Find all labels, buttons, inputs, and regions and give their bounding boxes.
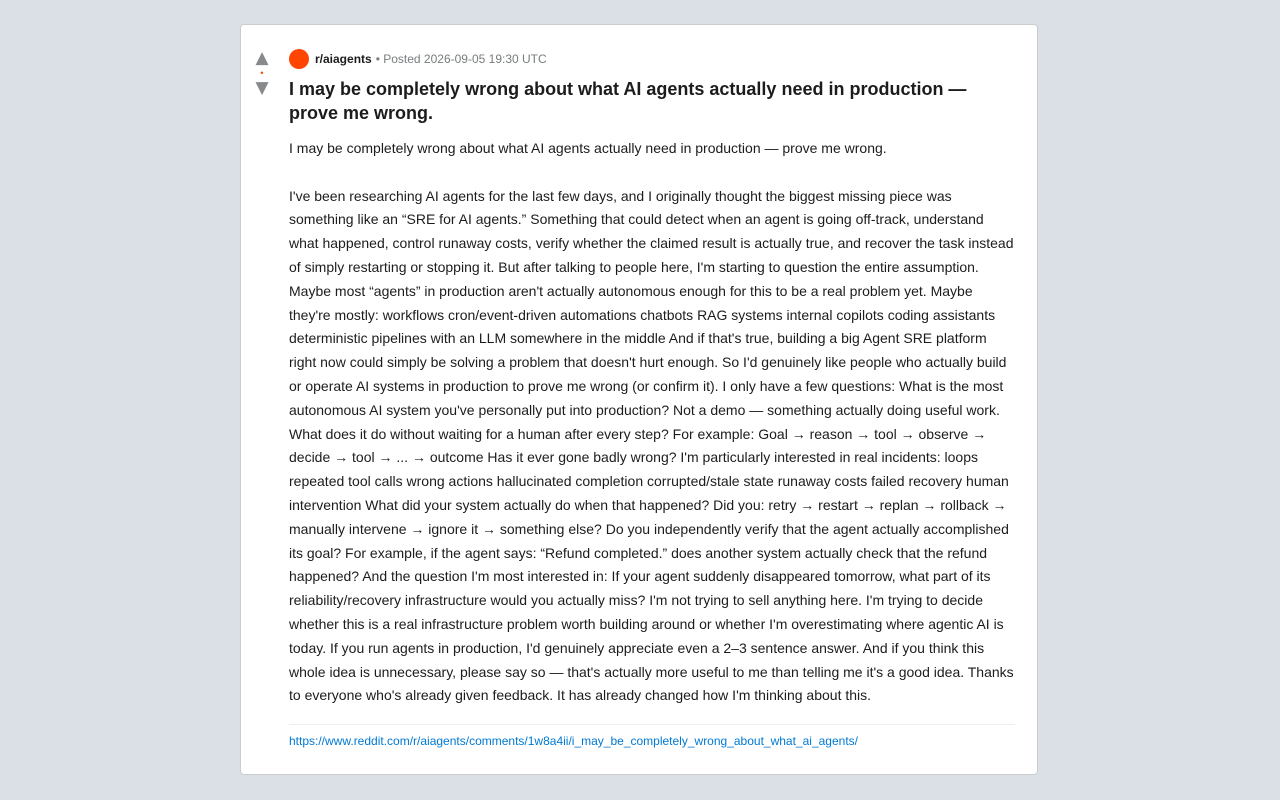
post-permalink[interactable]: https://www.reddit.com/r/aiagents/comments/1w8a4ii/i_may_be_completely_wrong_about_what_ai_agents/ [289, 734, 858, 749]
divider [289, 724, 1015, 725]
subreddit-icon[interactable] [289, 49, 309, 69]
post-title[interactable]: I may be completely wrong about what AI agents actually need in production — prove me wrong. [289, 79, 967, 123]
downvote-arrow-icon[interactable]: ▼ [255, 78, 269, 98]
post-meta [289, 49, 1015, 69]
post-body: I may be completely wrong about what AI agents actually need in production — prove me wrong. I've been researching AI agents for the last few days, and I originally thought the biggest missing piece was something like an “SRE for AI agents.” Something that could detect when an agent is going off-track, understand what happened, control runaway costs, verify whether the claimed result is actually true, and recover the task instead of simply restarting or stopping it. But after talking to people here, I'm starting to question the entire assumption. Maybe most “agents” in production aren't actually autonomous enough for this to be a real problem yet. Maybe they're mostly: workflows cron/event-driven automations chatbots RAG systems internal copilots coding assistants deterministic pipelines with an LLM somewhere in the middle And if that's true, building a big Agent SRE platform right now could simply be solving a problem that doesn't hurt enough. So I'd genuinely like people who actually build or operate AI systems in production to prove me wrong (or confirm it). I only have a few questions: What is the most autonomous AI system you've personally put into production? Not a demo — something actually doing useful work. What does it do without waiting for a human after every step? For example: Goal → reason → tool → observe → decide → tool → ... → outcome Has it ever gone badly wrong? I'm particularly interested in real incidents: loops repeated tool calls wrong actions hallucinated completion corrupted/stale state runaway costs failed recovery human intervention What did your system actually do when that happened? Did you: retry → restart → replan → rollback → manually intervene → ignore it → something else? Do you independently verify that the agent actually accomplished its goal? For example, if the agent says: “Refund completed.” does another system actually check that the refund happened? And the question I'm most interested in: If your agent suddenly disappeared tomorrow, what part of its reliability/recovery infrastructure would you actually miss? I'm not trying to sell anything here. I'm trying to decide whether this is a real infrastructure problem worth building around or whether I'm overestimating where agentic AI is today. If you run agents in production, I'd genuinely appreciate even a 2–3 sentence answer. And if you think this whole idea is unnecessary, please say so — that's actually more useful to me than telling me it's a good idea. Thanks to everyone who's already given feedback. It has already changed how I'm thinking about this. [289, 140, 1014, 704]
upvote-arrow-icon[interactable]: ▲ [255, 48, 269, 68]
subreddit-link[interactable]: r/aiagents [315, 52, 372, 66]
vote-score: • [260, 68, 264, 78]
post-content [289, 49, 1015, 748]
vote-column [251, 49, 273, 97]
post-timestamp: • Posted 2026-09-05 19:30 UTC [375, 52, 547, 66]
post-card [240, 24, 1038, 775]
